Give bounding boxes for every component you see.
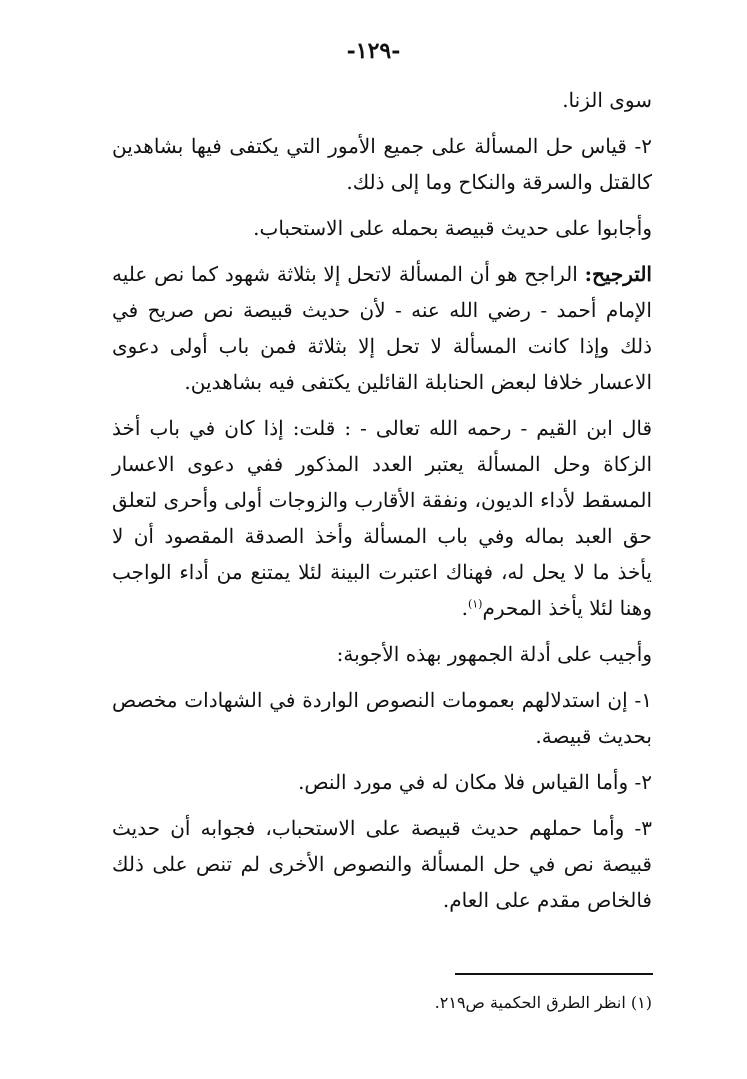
quote-end: . <box>461 596 468 620</box>
tarjih-text: الراجح هو أن المسألة لاتحل إلا بثلاثة شهود كما نص عليه الإمام أحمد - رضي الله عنه - لأن حديث قبيصة نص صريح في ذلك وإذا كانت المسألة لا تحل إلا بثلاثة فمن باب أولى دعوى الاعسار خلافا لبعض الحنابلة القائلين يكتفى فيه بشاهدين. <box>112 262 652 394</box>
footnote-divider <box>455 973 653 975</box>
ibn-qayyim-quote: قال ابن القيم - رحمه الله تعالى - : قلت: إذا كان في باب أخذ الزكاة وحل المسألة يعتبر العدد المذكور ففي دعوى الاعسار المسقط لأداء الديون، ونفقة الأقارب والزوجات أولى وأحرى لتعلق حق العبد بماله وفي باب المسألة وأخذ الصدقة المقصود أن لا يأخذ ما لا يحل له، فهناك اعتبرت البينة لئلا يمتنع من أداء الواجب وهنا لئلا يأخذ المحرم <box>112 416 652 620</box>
body-text <box>112 82 652 928</box>
paragraph-argument-two: ٢- قياس حل المسألة على جميع الأمور التي يكتفى فيها بشاهدين كالقتل والسرقة والنكاح وما إلى ذلك. <box>112 134 652 194</box>
paragraph-tarjih <box>112 256 652 400</box>
paragraph-answers-intro: وأجيب على أدلة الجمهور بهذه الأجوبة: <box>336 642 652 666</box>
paragraph-reply: وأجابوا على حديث قبيصة بحمله على الاستحباب. <box>253 216 652 240</box>
paragraph-answer-three: ٣- وأما حملهم حديث قبيصة على الاستحباب، فجوابه أن حديث قبيصة نص في حل المسألة والنصوص الأخرى لم تنص على ذلك فالخاص مقدم على العام. <box>112 816 652 912</box>
footnote-marker: (١) <box>467 597 483 611</box>
footnote: (١) انظر الطرق الحكمية ص٢١٩. <box>434 993 652 1012</box>
paragraph-answer-two: ٢- وأما القياس فلا مكان له في مورد النص. <box>298 770 652 794</box>
paragraph-answer-one: ١- إن استدلالهم بعمومات النصوص الواردة في الشهادات مخصص بحديث قبيصة. <box>112 688 652 748</box>
page-number: -١٢٩- <box>346 38 401 64</box>
paragraph-ibn-qayyim <box>112 410 652 626</box>
paragraph-continuation: سوى الزنا. <box>562 88 652 112</box>
tarjih-heading: الترجيح: <box>584 262 652 286</box>
